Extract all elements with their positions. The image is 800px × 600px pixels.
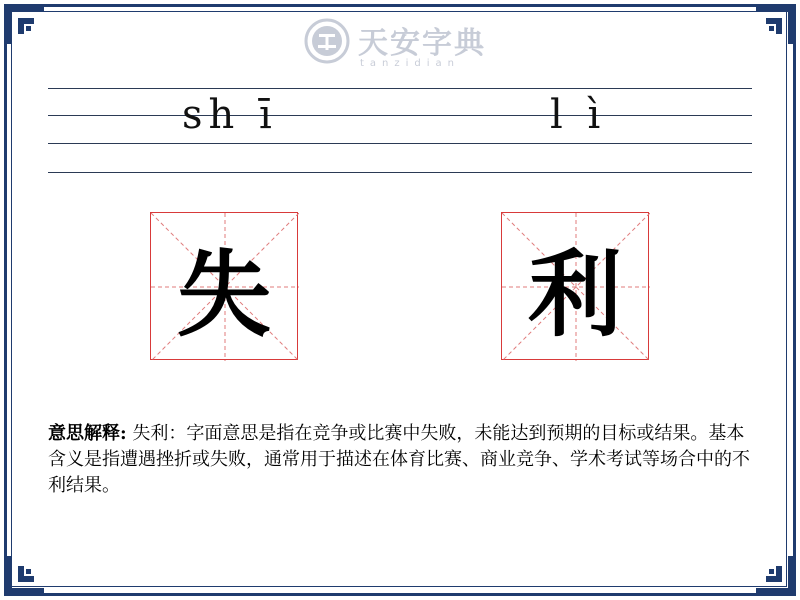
corner-ornament-icon — [754, 4, 796, 46]
pinyin-syllable-1: sh ī — [182, 92, 278, 138]
staff-line — [48, 88, 752, 89]
logo-subtitle: tanzidian — [360, 58, 461, 69]
corner-ornament-icon — [4, 554, 46, 596]
explanation-label: 意思解释: — [48, 423, 127, 444]
staff-line — [48, 115, 752, 116]
pinyin-staff — [48, 88, 752, 174]
staff-line — [48, 172, 752, 173]
explanation-text: 失利：字面意思是指在竞争或比赛中失败，未能达到预期的目标或结果。基本含义是指遭遇挫折或失败，通常用于描述在体育比赛、商业竞争、学术考试等场合中的不利结果。 — [48, 423, 750, 496]
corner-ornament-icon — [4, 4, 46, 46]
character-grid-2 — [501, 212, 649, 360]
staff-line — [48, 143, 752, 144]
hanzi-character-1: 失 — [176, 239, 271, 350]
character-grid-1 — [150, 212, 298, 360]
meaning-explanation — [48, 421, 752, 499]
logo-seal-icon — [304, 18, 350, 64]
logo-name: 天安字典 — [358, 26, 486, 61]
hanzi-character-2: 利 — [527, 239, 622, 350]
corner-ornament-icon — [754, 554, 796, 596]
site-logo — [300, 14, 500, 70]
pinyin-syllable-2: l ì — [550, 92, 607, 138]
